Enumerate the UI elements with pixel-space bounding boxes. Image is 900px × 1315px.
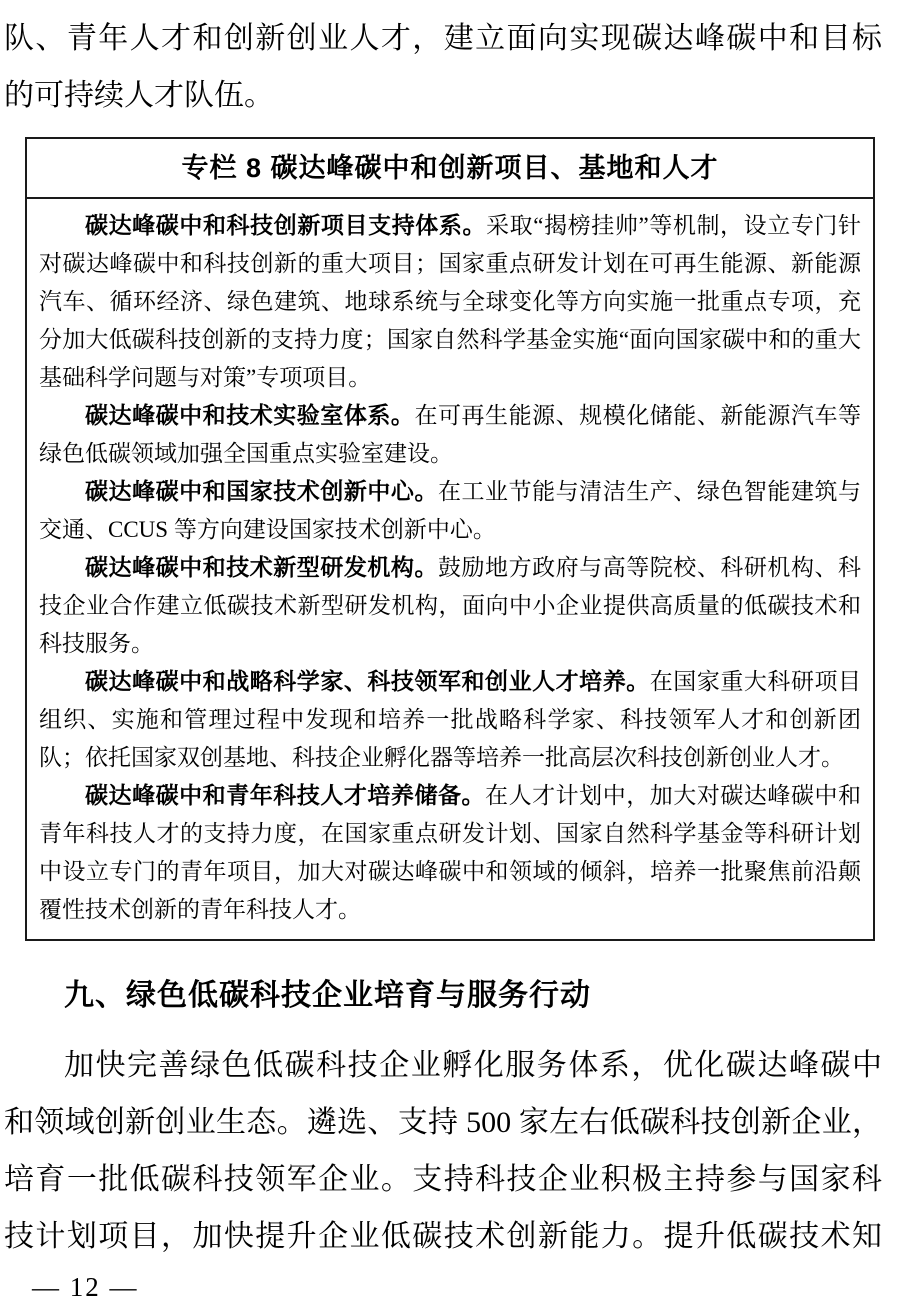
page-number: — 12 —	[32, 1272, 139, 1302]
section-paragraph-line: 技计划项目，加快提升企业低碳技术创新能力。提升低碳技术知	[4, 1220, 882, 1253]
section-paragraph-line: 加快完善绿色低碳科技企业孵化服务体系，优化碳达峰碳中	[64, 1049, 882, 1082]
intro-line-1: 队、青年人才和创新创业人才，建立面向实现碳达峰碳中和目标	[4, 22, 882, 55]
box-paragraph-lead: 碳达峰碳中和国家技术创新中心。	[85, 479, 438, 504]
column-box	[25, 137, 875, 941]
box-paragraph	[39, 777, 861, 929]
box-paragraph-lead: 碳达峰碳中和战略科学家、科技领军和创业人才培养。	[85, 669, 650, 694]
box-paragraph-body: 在国家重大科研项目组织、实施和管理过程中发现和培养一批战略科学家、科技领军人才和创新团队；依托国家双创基地、科技企业孵化器等培养一批高层次科技创新创业人才。	[39, 669, 861, 770]
box-paragraph-body: 在人才计划中，加大对碳达峰碳中和青年科技人才的支持力度，在国家重点研发计划、国家自然科学基金等科研计划中设立专门的青年项目，加大对碳达峰碳中和领域的倾斜，培养一批聚焦前沿颠覆性技术创新的青年科技人才。	[39, 783, 861, 922]
box-paragraph-body: 采取“揭榜挂帅”等机制，设立专门针对碳达峰碳中和科技创新的重大项目；国家重点研发计划在可再生能源、新能源汽车、循环经济、绿色建筑、地球系统与全球变化等方向实施一批重点专项，充分加大低碳科技创新的支持力度；国家自然科学基金实施“面向国家碳中和的重大基础科学问题与对策”专项项目。	[39, 213, 862, 390]
section-paragraph-line: 和领域创新创业生态。遴选、支持 500 家左右低碳科技创新企业，	[4, 1106, 882, 1139]
box-paragraph-lead: 碳达峰碳中和青年科技人才培养储备。	[85, 783, 486, 808]
section-paragraph	[4, 1037, 894, 1265]
box-paragraph-lead: 碳达峰碳中和技术实验室体系。	[85, 403, 415, 428]
intro-line-2: 的可持续人才队伍。	[4, 79, 274, 112]
box-paragraph-body: 在可再生能源、规模化储能、新能源汽车等绿色低碳领域加强全国重点实验室建设。	[39, 403, 861, 466]
box-paragraph	[39, 473, 861, 549]
box-paragraph-body: 在工业节能与清洁生产、绿色智能建筑与交通、CCUS 等方向建设国家技术创新中心。	[39, 479, 861, 542]
box-paragraph-lead: 碳达峰碳中和科技创新项目支持体系。	[85, 213, 487, 238]
intro-paragraph	[0, 0, 900, 124]
box-paragraph	[39, 549, 861, 663]
box-paragraph	[39, 207, 861, 397]
box-title: 专栏 8 碳达峰碳中和创新项目、基地和人才	[27, 139, 873, 199]
box-paragraph-body: 鼓励地方政府与高等院校、科研机构、科技企业合作建立低碳技术新型研发机构，面向中小企业提供高质量的低碳技术和科技服务。	[39, 555, 861, 656]
section-heading: 九、绿色低碳科技企业培育与服务行动	[64, 979, 591, 1012]
section-paragraph-line: 培育一批低碳科技领军企业。支持科技企业积极主持参与国家科	[4, 1163, 882, 1196]
box-paragraph	[39, 663, 861, 777]
box-body	[27, 199, 873, 939]
box-paragraph-lead: 碳达峰碳中和技术新型研发机构。	[85, 555, 438, 580]
box-paragraph	[39, 397, 861, 473]
